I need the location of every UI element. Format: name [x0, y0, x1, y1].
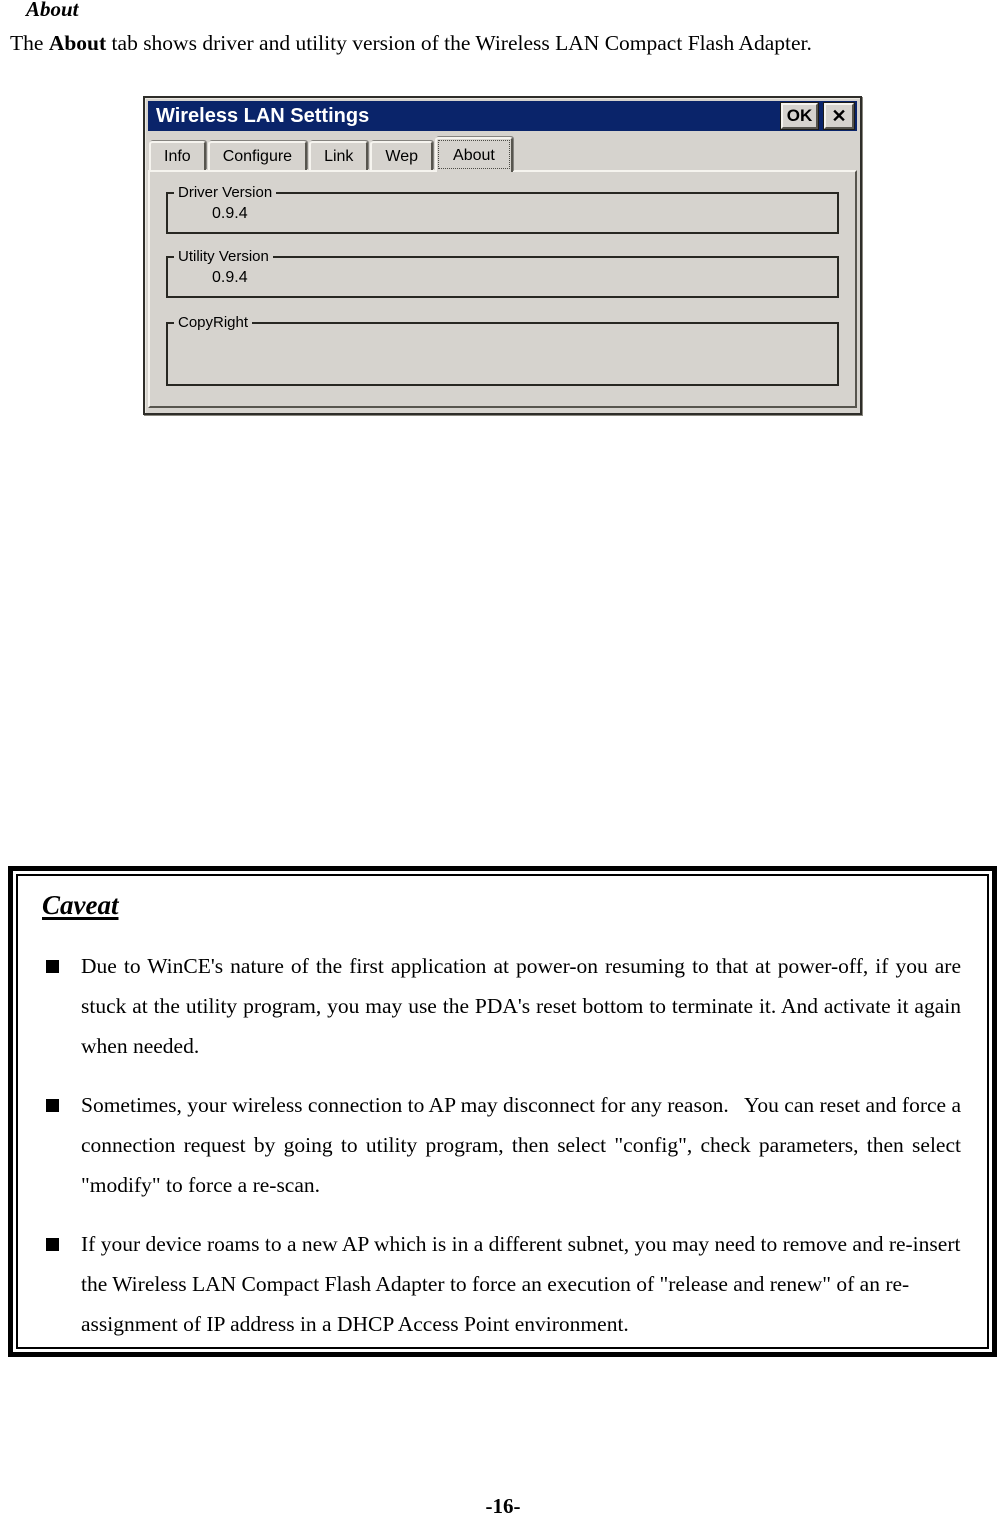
bullet-square-icon	[46, 1238, 59, 1251]
wireless-lan-settings-dialog	[143, 96, 862, 415]
intro-post: tab shows driver and utility version of the Wireless LAN Compact Flash Adapter.	[106, 31, 812, 55]
utility-version-label: Utility Version	[174, 248, 273, 265]
caveat-item	[40, 1086, 961, 1206]
caveat-item	[40, 1225, 961, 1345]
tab-wep[interactable]: Wep	[370, 141, 433, 170]
utility-version-groupbox	[166, 248, 839, 298]
about-tab-panel	[148, 170, 857, 408]
intro-pre: The	[10, 31, 49, 55]
close-icon[interactable]: ✕	[824, 103, 854, 129]
tab-link[interactable]: Link	[309, 141, 368, 170]
caveat-list	[40, 947, 961, 1345]
page-number: -16-	[485, 1494, 521, 1518]
dialog-titlebar	[148, 101, 857, 131]
caveat-item-text: If your device roams to a new AP which is in a different subnet, you may need to remove and re-insert the Wireless LAN Compact Flash Adapter to force an execution of "release and renew" of an re-assignment of IP address in a DHCP Access Point environment.	[81, 1231, 961, 1336]
caveat-box-inner	[16, 874, 989, 1349]
bullet-square-icon	[46, 960, 59, 973]
copyright-label: CopyRight	[174, 314, 252, 331]
copyright-value	[168, 324, 837, 335]
tab-configure[interactable]: Configure	[208, 141, 307, 170]
tab-info[interactable]: Info	[149, 141, 206, 170]
section-heading: About	[26, 0, 79, 21]
driver-version-value: 0.9.4	[212, 205, 248, 222]
intro-bold: About	[48, 31, 107, 55]
caveat-item-text: Due to WinCE's nature of the first application at power-on resuming to that at power-off, if you are stuck at the utility program, you may use the PDA's reset bottom to terminate it. And activate it again when needed.	[81, 954, 961, 1058]
driver-version-label: Driver Version	[174, 184, 276, 201]
caveat-heading: Caveat	[42, 890, 119, 920]
caveat-item-text: Sometimes, your wireless connection to AP may disconnect for any reason. You can reset and force a connection request by going to utility program, then select "config", check parameters, then select "modify" to force a re-scan.	[81, 1092, 961, 1197]
tab-strip	[148, 137, 857, 170]
caveat-item	[40, 947, 961, 1067]
dialog-title: Wireless LAN Settings	[156, 104, 370, 127]
ok-button[interactable]: OK	[781, 103, 818, 129]
caveat-box	[8, 866, 997, 1357]
utility-version-value: 0.9.4	[212, 269, 248, 286]
intro-paragraph	[10, 30, 995, 58]
tab-about[interactable]: About	[435, 137, 513, 172]
copyright-groupbox	[166, 314, 839, 386]
bullet-square-icon	[46, 1099, 59, 1112]
driver-version-groupbox	[166, 184, 839, 234]
